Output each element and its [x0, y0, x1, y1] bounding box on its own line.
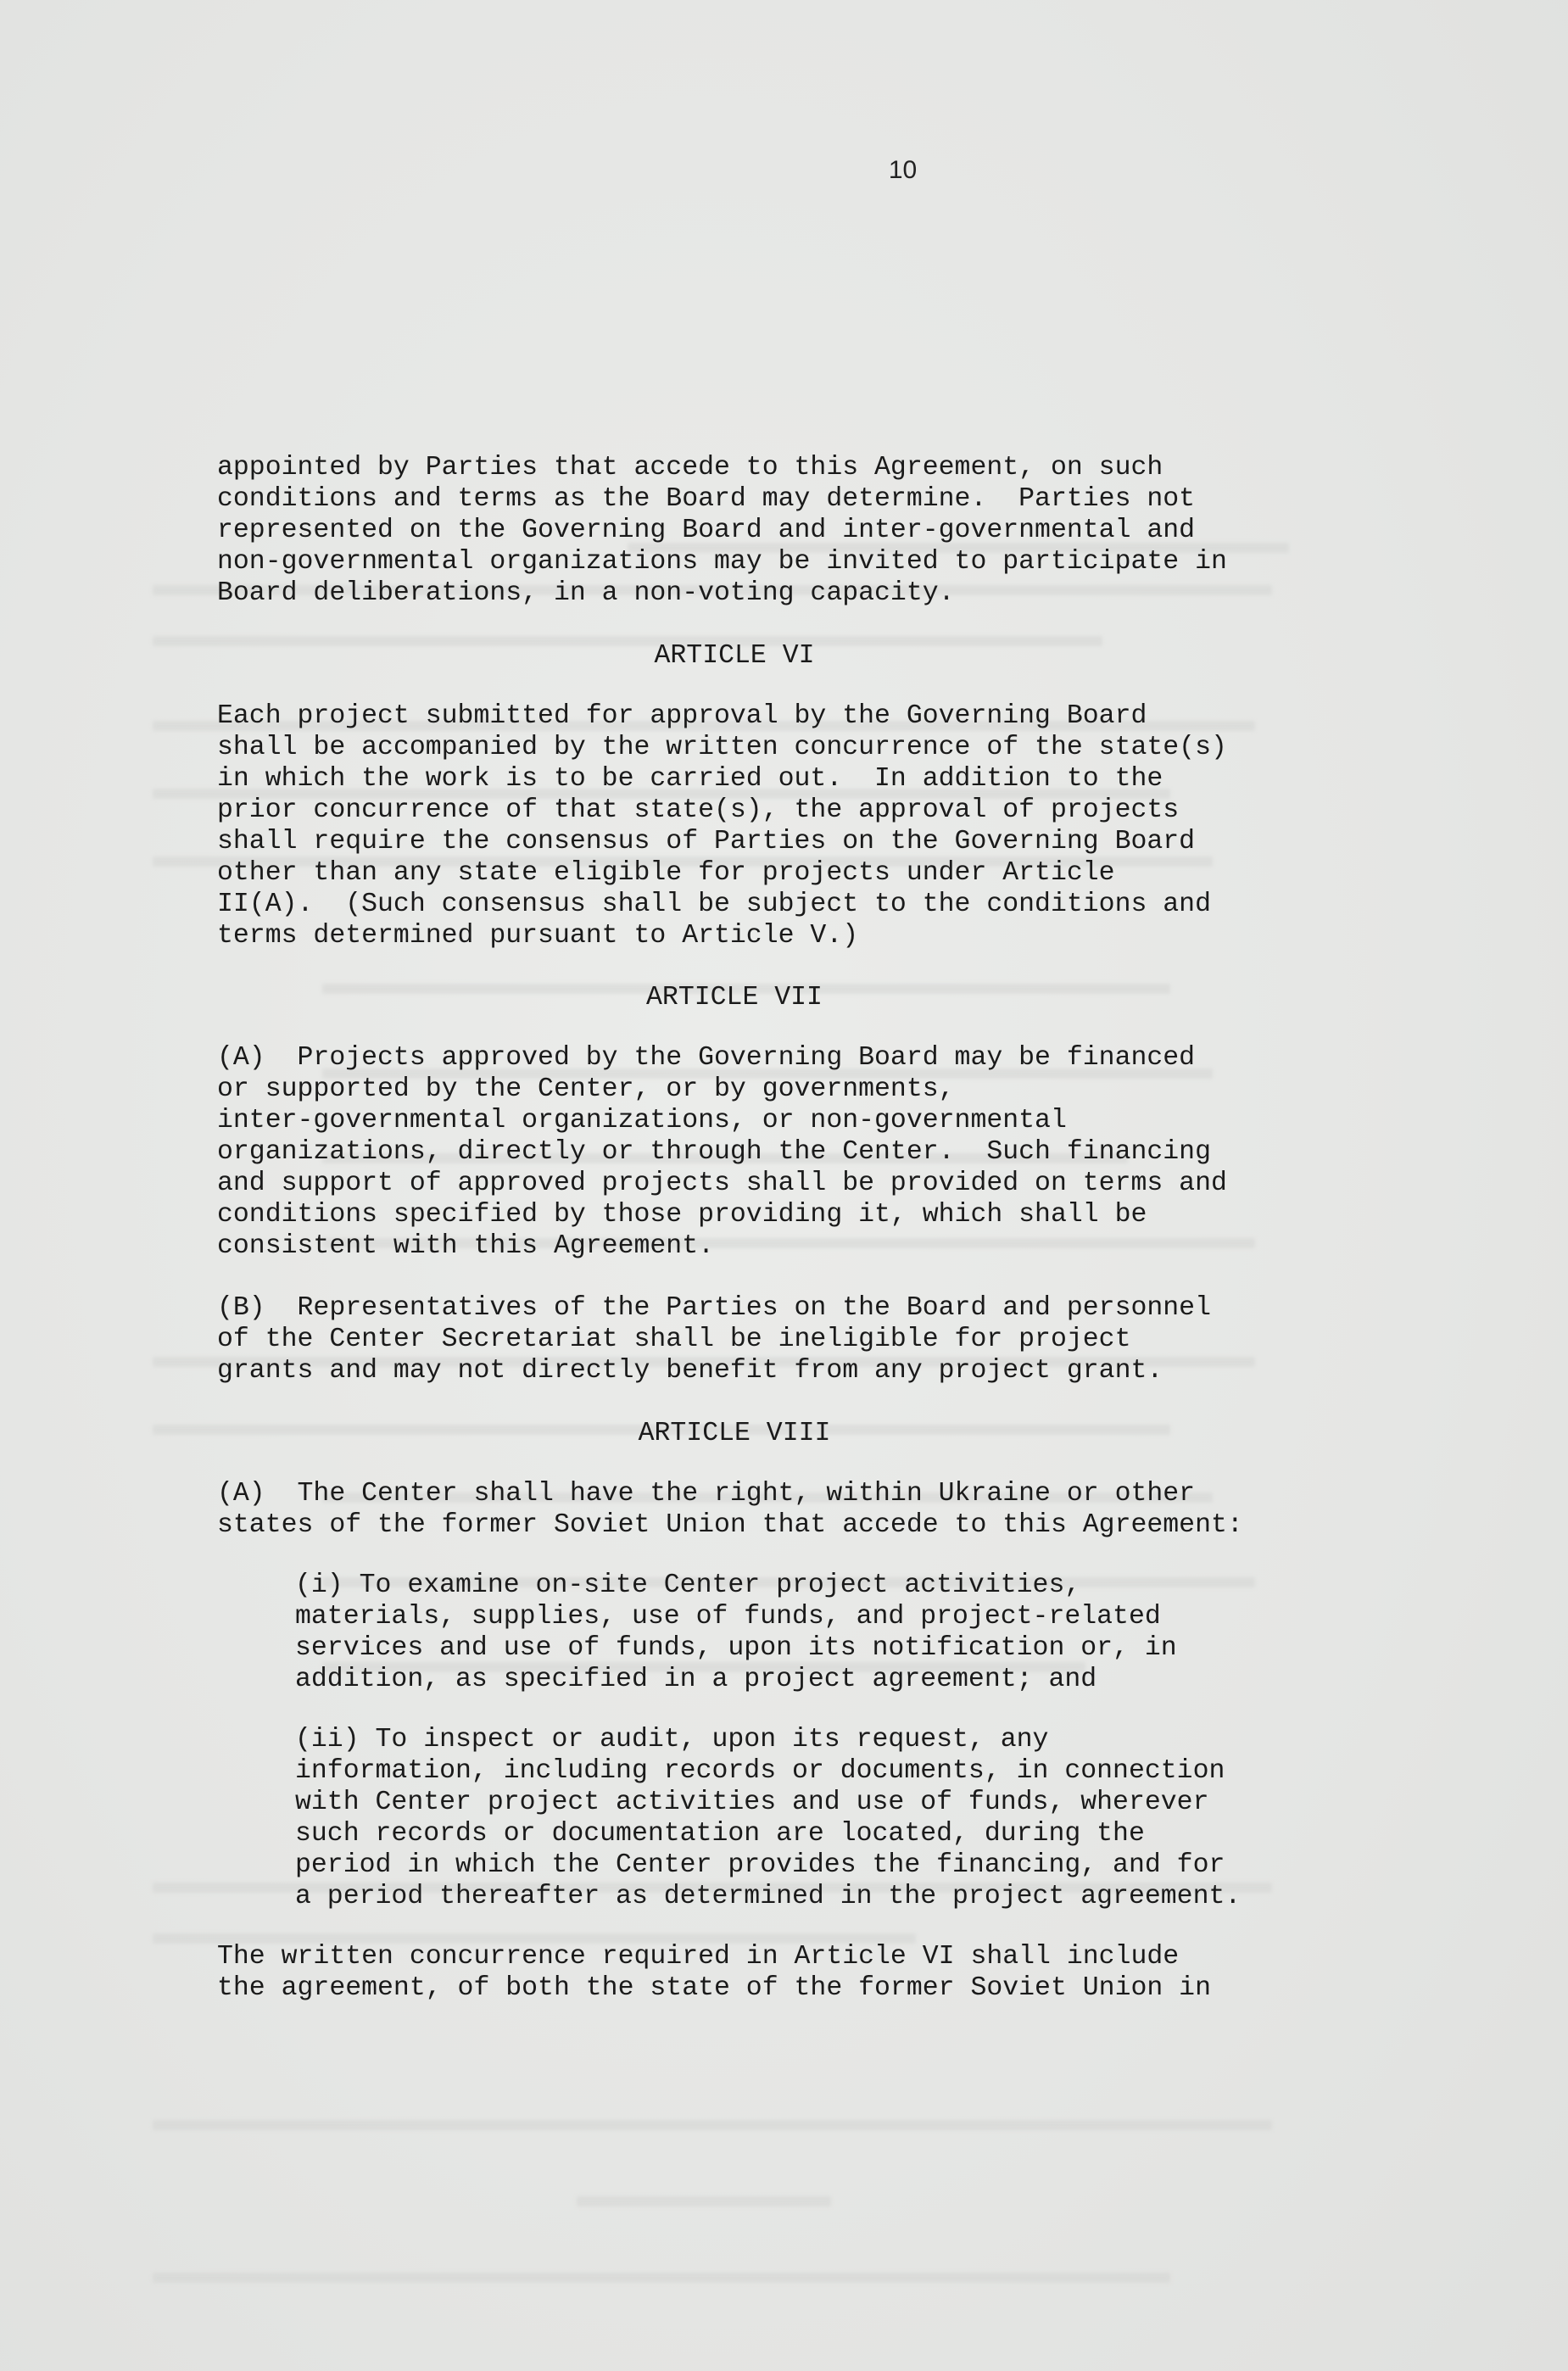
paragraph-board-participation: appointed by Parties that accede to this Agreement, on such conditions and terms as the Board may determine. Parties not represented on the Governing Board and inter-governmental and non-governmental organizations may be invited to participate in Board deliberations, in a non-voting capacity.	[217, 453, 1227, 608]
document-body	[217, 452, 1438, 2004]
heading-article-viii: ARTICLE VIII	[638, 1419, 831, 1448]
paragraph-written-concurrence: The written concurrence required in Article VI shall include the agreement, of both the state of the former Soviet Union in	[217, 1942, 1211, 2003]
paragraph-article-viii-a-i: (i) To examine on-site Center project activities, materials, supplies, use of funds, and project-related services and use of funds, upon its notification or, in addition, as specified in a project agreement; and	[295, 1570, 1177, 1694]
paragraph-article-viii-a: (A) The Center shall have the right, within Ukraine or other states of the former Soviet Union that accede to this Agreement:	[217, 1479, 1243, 1540]
paragraph-article-vii-a: (A) Projects approved by the Governing Board may be financed or supported by the Center, or by governments, inter-governmental organizations, or non-governmental organizations, directly or through the Center. Such financing and support of approved projects shall be provided on terms and conditions specified by those providing it, which shall be consistent with this Agreement.	[217, 1043, 1227, 1261]
heading-article-vii: ARTICLE VII	[646, 983, 823, 1013]
paragraph-article-viii-a-ii: (ii) To inspect or audit, upon its request, any information, including records or documents, in connection with Center project activities and use of funds, wherever such records or documentation are located, during the period in which the Center provides the financing, and for a period thereafter as determined in the project agreement.	[295, 1725, 1242, 1911]
paragraph-article-vi: Each project submitted for approval by the Governing Board shall be accompanied by the written concurrence of the state(s) in which the work is to be carried out. In addition to the prior concurrence of that state(s), the approval of projects shall require the consensus of Parties on the Governing Board other than any state eligible for projects under Article II(A). (Such consensus shall be subject to the conditions and terms determined pursuant to Article V.)	[217, 701, 1227, 951]
heading-article-vi: ARTICLE VI	[654, 641, 815, 671]
paragraph-article-vii-b: (B) Representatives of the Parties on the Board and personnel of the Center Secretariat shall be ineligible for project grants and may not directly benefit from any project grant.	[217, 1293, 1211, 1386]
page-number: 10	[888, 156, 918, 184]
